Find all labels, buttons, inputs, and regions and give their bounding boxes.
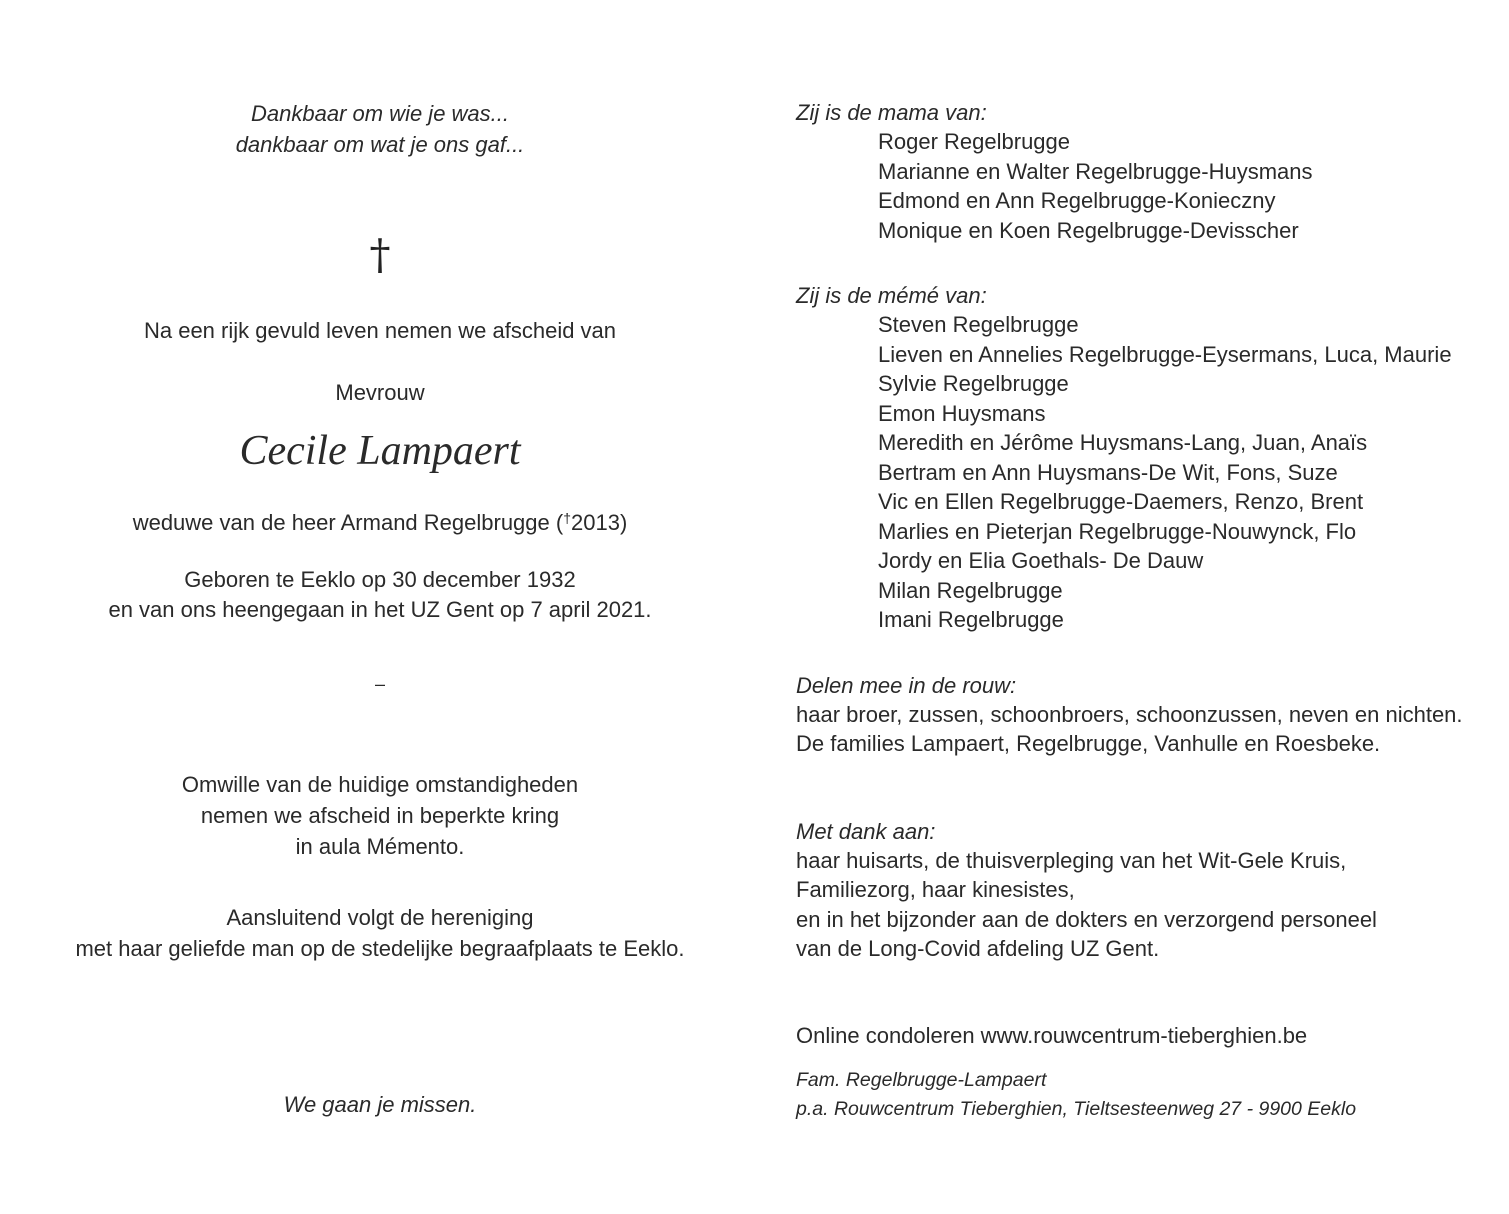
salutation: Mevrouw (335, 380, 425, 405)
list-item: Steven Regelbrugge (878, 312, 1079, 337)
small-cross-icon: † (563, 510, 571, 526)
left-panel (30, 0, 730, 1214)
death-date: en van ons heengegaan in het UZ Gent op 7 april 2021. (108, 597, 652, 622)
list-item: Edmond en Ann Regelbrugge-Konieczny (878, 188, 1276, 213)
mama-list (878, 127, 1313, 245)
thanks-line-4: van de Long-Covid afdeling UZ Gent. (796, 936, 1160, 961)
mourn-line-2: De families Lampaert, Regelbrugge, Vanhulle en Roesbeke. (796, 731, 1381, 756)
list-item: Marlies en Pieterjan Regelbrugge-Nouwynck, Flo (878, 518, 1357, 544)
thanks-line-2: Familiezorg, haar kinesistes, (796, 877, 1075, 902)
burial-line-1: Aansluitend volgt de hereniging (226, 905, 534, 930)
deceased-name: Cecile Lampaert (239, 428, 521, 474)
mourn-line-1: haar broer, zussen, schoonbroers, schoonzussen, neven en nichten. (796, 702, 1463, 727)
circumstances-line-1: Omwille van de huidige omstandigheden (181, 772, 579, 797)
widow-suffix: 2013) (571, 510, 628, 535)
list-item: Milan Regelbrugge (878, 577, 1063, 603)
thanks-line-3: en in het bijzonder aan de dokters en verzorgend personeel (796, 907, 1377, 932)
list-item: Vic en Ellen Regelbrugge-Daemers, Renzo, Brent (878, 489, 1364, 514)
list-item: Marianne en Walter Regelbrugge-Huysmans (878, 158, 1313, 184)
list-item: Jordy en Elia Goethals- De Dauw (878, 548, 1204, 573)
separator: – (374, 674, 385, 694)
meme-list (878, 310, 1452, 635)
quote-line-1: Dankbaar om wie je was... (251, 101, 509, 126)
list-item: Imani Regelbrugge (878, 607, 1064, 632)
right-panel (796, 0, 1496, 1214)
online-condolence: Online condoleren www.rouwcentrum-tieberghien.be (796, 1023, 1308, 1048)
meme-heading: Zij is de mémé van: (796, 283, 987, 308)
list-item: Monique en Koen Regelbrugge-Devisscher (878, 217, 1299, 243)
intro-text: Na een rijk gevuld leven nemen we afscheid van (143, 318, 617, 343)
mourn-heading: Delen mee in de rouw: (796, 673, 1017, 698)
cross-icon: † (369, 230, 391, 279)
list-item: Roger Regelbrugge (878, 129, 1071, 154)
funeral-address: p.a. Rouwcentrum Tieberghien, Tieltsesteenweg 27 - 9900 Eeklo (796, 1098, 1357, 1120)
mama-heading: Zij is de mama van: (796, 100, 987, 125)
burial-line-2: met haar geliefde man op de stedelijke begraafplaats te Eeklo. (75, 936, 685, 961)
circumstances-line-3: in aula Mémento. (295, 834, 465, 859)
quote-line-2: dankbaar om wat je ons gaf... (235, 132, 525, 157)
list-item: Sylvie Regelbrugge (878, 371, 1069, 396)
thanks-heading: Met dank aan: (796, 819, 936, 844)
circumstances-line-2: nemen we afscheid in beperkte kring (200, 803, 560, 828)
list-item: Meredith en Jérôme Huysmans-Lang, Juan, Anaïs (878, 430, 1368, 455)
born-date: Geboren te Eeklo op 30 december 1932 (184, 567, 576, 592)
family-name: Fam. Regelbrugge-Lampaert (796, 1069, 1047, 1091)
widow-of (30, 503, 730, 538)
list-item: Emon Huysmans (878, 400, 1046, 426)
list-item: Bertram en Ann Huysmans-De Wit, Fons, Suze (878, 459, 1338, 485)
list-item: Lieven en Annelies Regelbrugge-Eysermans, Luca, Maurie (878, 341, 1452, 367)
thanks-line-1: haar huisarts, de thuisverpleging van het Wit-Gele Kruis, (796, 848, 1347, 873)
closing-text: We gaan je missen. (283, 1092, 477, 1117)
widow-prefix: weduwe van de heer Armand Regelbrugge ( (132, 510, 564, 535)
